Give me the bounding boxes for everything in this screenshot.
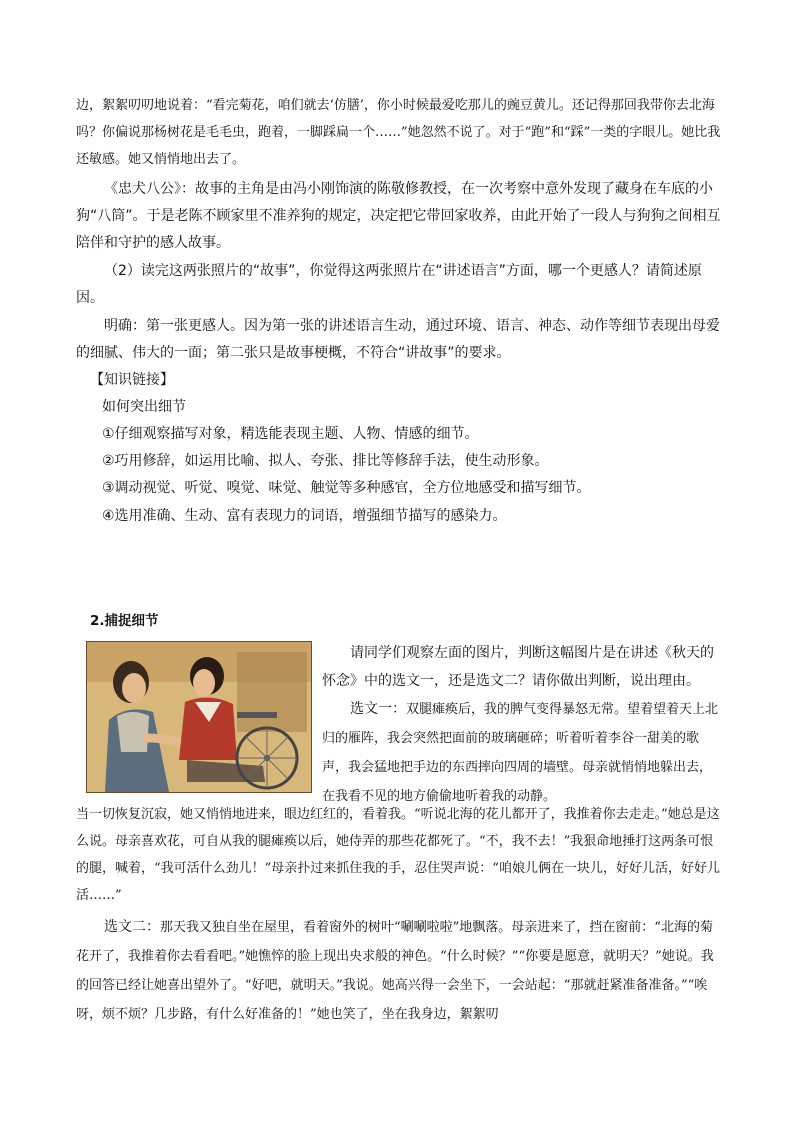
excerpt-1-text-right: 双腿瘫痪后，我的脾气变得暴怒无常。望着望着天上北归的雁阵，我会突然把面前的玻璃砸碎；听着听着李谷一甜美的歌声，我会猛地把手边的东西摔向四周的墙壁。母亲就悄悄地躲出去，在我看不见的地方偷偷地听着我的动静。 (322, 702, 719, 804)
mother-and-son-wheelchair-illustration (86, 641, 312, 793)
excerpt-2-label: 选文二： (104, 919, 160, 935)
knowledge-subtitle: 如何突出细节 (102, 399, 186, 415)
excerpt-1-top (322, 695, 722, 811)
section-heading: 2.捕捉细节 (90, 613, 159, 629)
knowledge-item: ④选用准确、生动、富有表现力的词语，增强细节描写的感染力。 (102, 508, 507, 524)
continuation-paragraph: 边，絮絮叨叨地说着：“看完菊花，咱们就去‘仿膳’，你小时候最爱吃那儿的豌豆黄儿。还记得那回我带你去北海吗？你偏说那杨树花是毛毛虫，跑着，一脚踩扁一个……”她忽然不说了。对于“跑”和“踩”一类的字眼儿。她比我还敏感。她又悄悄地出去了。 (76, 98, 721, 167)
excerpt-1-text-full: 当一切恢复沉寂，她又悄悄地进来，眼边红红的，看着我。“听说北海的花儿都开了，我推着你去走走。”她总是这么说。母亲喜欢花，可自从我的腿瘫痪以后，她侍弄的那些花都死了。“不，我不去！”我狠命地捶打这两条可恨的腿，喊着，“我可活什么劲儿！”母亲扑过来抓住我的手，忍住哭声说：“咱娘儿俩在一块儿，好好儿活，好好儿活……” (76, 807, 720, 903)
answer-paragraph: 明确：第一张更感人。因为第一张的讲述语言生动，通过环境、语言、神态、动作等细节表现出母爱的细腻、伟大的一面；第二张只是故事梗概，不符合“讲故事”的要求。 (76, 318, 720, 361)
excerpt-2 (76, 913, 722, 1029)
knowledge-title: 【知识链接】 (90, 372, 174, 388)
knowledge-item: ②巧用修辞，如运用比喻、拟人、夸张、排比等修辞手法，使生动形象。 (102, 453, 549, 469)
hachiko-paragraph: 《忠犬八公》：故事的主角是由冯小刚饰演的陈敬修教授，在一次考察中意外发现了藏身在车底的小狗“八筒”。于是老陈不顾家里不准养狗的规定，决定把它带回家收养，由此开始了一段人与狗狗之间相互陪伴和守护的感人故事。 (76, 181, 721, 251)
question-2: （2）读完这两张照片的“故事”，你觉得这两张照片在“讲述语言”方面，哪一个更感人？请简述原因。 (76, 263, 702, 306)
excerpt-1-label: 选文一： (350, 701, 406, 717)
knowledge-item: ③调动视觉、听觉、嗅觉、味觉、触觉等多种感官，全方位地感受和描写细节。 (102, 480, 591, 496)
excerpt-2-text: 那天我又独自坐在屋里，看着窗外的树叶“唰唰啦啦”地飘落。母亲进来了，挡在窗前：“北海的菊花开了，我推着你去看看吧。”她憔悴的脸上现出央求般的神色。“什么时候？”“你要是愿意，就明天？”她说。我的回答已经让她喜出望外了。“好吧，就明天。”我说。她高兴得一会坐下，一会站起：“那就赶紧准备准备。”“唉呀，烦不烦？几步路，有什么好准备的！”她也笑了，坐在我身边，絮絮叨 (76, 920, 714, 1022)
knowledge-item: ①仔细观察描写对象，精选能表现主题、人物、情感的细节。 (102, 426, 479, 442)
prompt-paragraph: 请同学们观察左面的图片，判断这幅图片是在讲述《秋天的怀念》中的选文一，还是选文二？请你做出判断，说出理由。 (322, 645, 714, 689)
